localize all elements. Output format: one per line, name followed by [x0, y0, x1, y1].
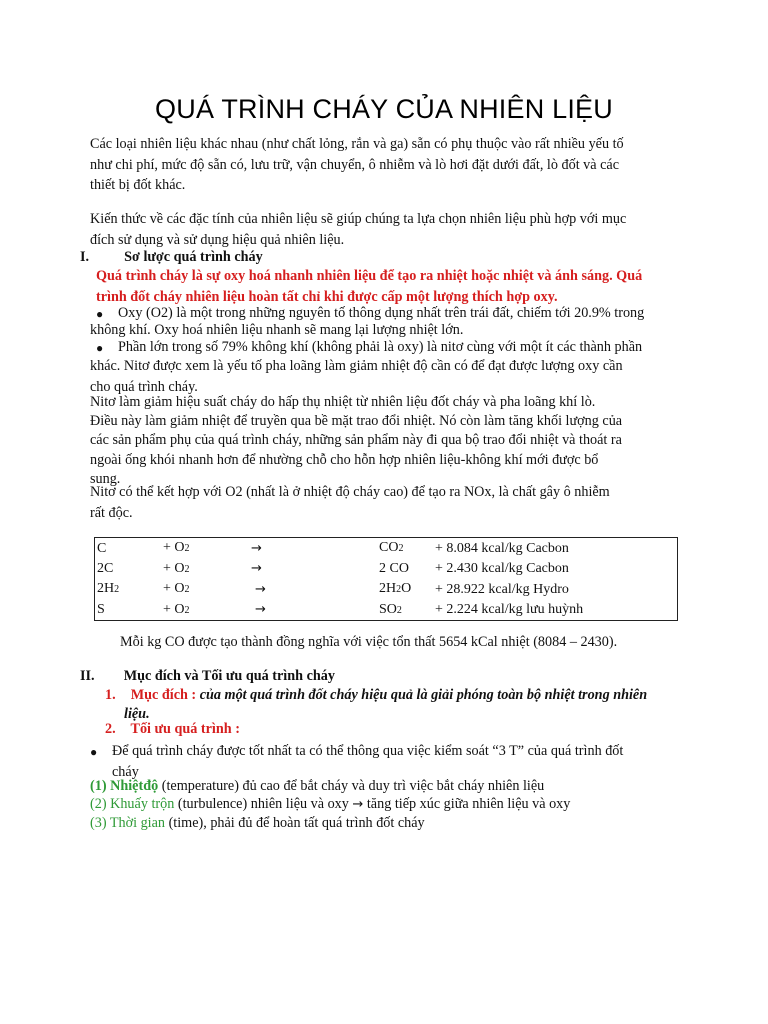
- product-cell: [325, 538, 427, 559]
- arrow-cell: [251, 559, 325, 580]
- paragraph-line: rất độc.: [90, 504, 133, 521]
- energy-cell: [427, 538, 678, 559]
- reactant-2: + O: [163, 560, 185, 576]
- reaction-energy: + 8.084 kcal/kg Cacbon: [435, 540, 569, 556]
- definition-line: Quá trình cháy là sự oxy hoá nhanh nhiên liệu để tạo ra nhiệt hoặc nhiệt và ánh sáng. Quá: [96, 268, 643, 284]
- reactant-2-cell: [161, 538, 251, 559]
- paragraph-line: Nitơ làm giảm hiệu suất cháy do hấp thụ nhiệt từ nhiên liệu đốt cháy và pha loãng khí lò.: [90, 394, 596, 410]
- paragraph-line: Điều này làm giảm nhiệt để truyền qua bề mặt trao đổi nhiệt. Nó còn làm tăng khối lượng của: [90, 413, 623, 430]
- right-arrow-icon: →: [352, 797, 364, 812]
- temperature-text: (temperature) đủ cao để bắt cháy và duy trì việc bắt cháy nhiên liệu: [158, 778, 545, 794]
- item-1-number: 1.: [105, 687, 116, 703]
- reaction-energy: + 2.430 kcal/kg Cacbon: [435, 561, 569, 576]
- intro-line: Kiến thức về các đặc tính của nhiên liệu sẽ giúp chúng ta lựa chọn nhiên liệu phù hợp với mục: [90, 211, 627, 227]
- energy-cell: [427, 600, 678, 621]
- reactant-2-cell: [161, 559, 251, 580]
- intro-line: đích sử dụng và sử dụng hiệu quả nhiên liệu.: [90, 231, 345, 248]
- combustion-reactions-table: [94, 537, 678, 621]
- reactant-2-cell: [161, 600, 251, 621]
- product-subscript: 2: [396, 604, 402, 616]
- reactant-1-cell: [97, 579, 161, 600]
- product-subscript: 2: [398, 543, 404, 554]
- reaction-row: [95, 559, 678, 580]
- page-title: QUÁ TRÌNH CHÁY CỦA NHIÊN LIỆU: [155, 94, 613, 124]
- reaction-arrow-icon: →: [255, 581, 266, 597]
- arrow-cell: [251, 600, 325, 621]
- three-t-line: Để quá trình cháy được tốt nhất ta có thể thông qua việc kiểm soát “3 T” của quá trình đốt: [112, 743, 624, 759]
- bullet-dot-icon: ●: [90, 745, 98, 759]
- reactant-2: + O: [163, 601, 185, 617]
- intro-paragraph-2: [90, 209, 626, 250]
- reactant-2-cell: [161, 579, 251, 600]
- intro-line: như chi phí, mức độ sẵn có, lưu trữ, vận chuyển, ô nhiễm và lò hơi đặt dưới đất, lò đốt và các: [90, 156, 620, 173]
- reactant-1-subscript: 2: [114, 584, 120, 595]
- turbulence-label: (2) Khuấy trộn: [90, 796, 175, 812]
- intro-line: thiết bị đốt khác.: [90, 177, 186, 193]
- reactant-1: 2H: [97, 581, 115, 596]
- paragraph-line: sung.: [90, 470, 121, 487]
- purpose-item: [105, 685, 647, 706]
- three-t-line: cháy: [112, 763, 139, 780]
- product-subscript: 2: [396, 584, 402, 595]
- reactant-2: + O: [163, 581, 185, 596]
- reactant-2-subscript: 2: [184, 543, 190, 554]
- reaction-arrow-icon: →: [251, 540, 262, 556]
- time-label: (3) Thời gian: [90, 815, 166, 831]
- reaction-energy: + 28.922 kcal/kg Hydro: [435, 581, 569, 597]
- bullet-oxygen-line-1: Oxy (O2) là một trong những nguyên tố thông dụng nhất trên trái đất, chiếm tới 20.9% trong: [118, 305, 645, 321]
- reactant-2: + O: [163, 540, 185, 555]
- nitrogen-effect-paragraph: [90, 393, 622, 489]
- bullet-nitrogen-line: cho quá trình cháy.: [90, 378, 198, 395]
- product-cell: [325, 559, 427, 580]
- product: SO: [379, 601, 397, 617]
- reactant-2-subscript: 2: [184, 563, 190, 575]
- section-2-heading-text: Mục đích và Tối ưu quá trình cháy: [123, 668, 335, 684]
- reaction-arrow-icon: →: [255, 602, 266, 617]
- reactant-1: S: [97, 602, 105, 617]
- reactant-2-subscript: 2: [184, 584, 190, 595]
- item-2-number: 2.: [105, 721, 116, 737]
- bullet-nitrogen-line: khác. Nitơ được xem là yếu tố pha loãng làm giảm nhiệt độ cần có để đạt được lượng oxy cần: [90, 358, 623, 374]
- section-1-numeral: I.: [80, 249, 90, 265]
- product: 2H: [379, 581, 397, 596]
- reaction-row: [95, 579, 678, 600]
- temperature-label: (1) Nhiệtđộ: [90, 778, 159, 794]
- arrow-cell: [251, 538, 325, 559]
- product: 2 CO: [379, 561, 409, 576]
- bullet-dot-icon: ●: [96, 341, 104, 355]
- product-cell: [325, 600, 427, 621]
- bullet-nitrogen-line-1: Phần lớn trong số 79% không khí (không phải là oxy) là nitơ cùng với một ít các thành phần: [118, 339, 643, 355]
- reaction-arrow-icon: →: [251, 561, 262, 576]
- reaction-energy: + 2.224 kcal/kg lưu huỳnh: [435, 602, 584, 617]
- time-text: (time), phải đủ để hoàn tất quá trình đốt cháy: [165, 815, 425, 831]
- purpose-label: Mục đích :: [130, 687, 197, 703]
- section-1-heading: [80, 247, 263, 268]
- reactant-1: 2C: [97, 561, 114, 576]
- section-1-heading-text: Sơ lược quá trình cháy: [124, 249, 263, 265]
- t-time: [90, 813, 425, 834]
- optimize-item: [105, 719, 240, 740]
- turbulence-text: (turbulence) nhiên liệu và oxy: [174, 796, 353, 812]
- paragraph-line: ngoài ống khói nhanh hơn để nhường chỗ cho hỗn hợp nhiên liệu-không khí mới được bổ: [90, 451, 599, 468]
- combustion-definition: [96, 266, 642, 307]
- purpose-text: của một quá trình đốt cháy hiệu quả là giải phóng toàn bộ nhiệt trong nhiên: [196, 687, 648, 703]
- section-2-heading: [80, 666, 335, 687]
- reactant-1-cell: [97, 600, 161, 621]
- intro-paragraph-1: [90, 134, 624, 196]
- paragraph-line: các sản phẩm phụ của quá trình cháy, những sản phẩm này đi qua bộ trao đổi nhiệt và thoát ra: [90, 432, 622, 449]
- arrow-cell: [251, 579, 325, 600]
- reactant-1: C: [97, 540, 107, 556]
- energy-cell: [427, 579, 678, 600]
- reaction-row: [95, 538, 678, 559]
- section-2-numeral: II.: [80, 668, 95, 684]
- product-tail: O: [401, 581, 412, 596]
- product-cell: [325, 579, 427, 600]
- optimize-label: Tối ưu quá trình :: [130, 721, 240, 737]
- energy-cell: [427, 559, 678, 580]
- reaction-row: [95, 600, 678, 621]
- definition-line: trình đốt cháy nhiên liệu hoàn tất chỉ khi được cấp một lượng thích hợp oxy.: [96, 288, 558, 305]
- reactant-2-subscript: 2: [184, 604, 190, 616]
- product: CO: [379, 540, 399, 555]
- turbulence-text-end: tăng tiếp xúc giữa nhiên liệu và oxy: [363, 796, 571, 812]
- reactant-1-cell: [97, 538, 161, 559]
- bullet-oxygen-line-2: không khí. Oxy hoá nhiên liệu nhanh sẽ mang lại lượng nhiệt lớn.: [90, 322, 464, 338]
- purpose-text-continued: liệu.: [124, 706, 150, 722]
- bullet-dot-icon: ●: [96, 307, 104, 321]
- intro-line: Các loại nhiên liệu khác nhau (như chất lỏng, rắn và ga) sẵn có phụ thuộc vào rất nhiều yếu tố: [90, 136, 624, 152]
- paragraph-line: Nitơ có thể kết hợp với O2 (nhất là ở nhiệt độ cháy cao) để tạo ra NOx, là chất gây ô nhiễm: [90, 484, 610, 500]
- nox-paragraph: [90, 482, 610, 523]
- reactant-1-cell: [97, 559, 161, 580]
- co-loss-note: Mỗi kg CO được tạo thành đồng nghĩa với việc tổn thất 5654 kCal nhiệt (8084 – 2430).: [120, 634, 618, 650]
- bullet-nitrogen-rest: [90, 356, 623, 397]
